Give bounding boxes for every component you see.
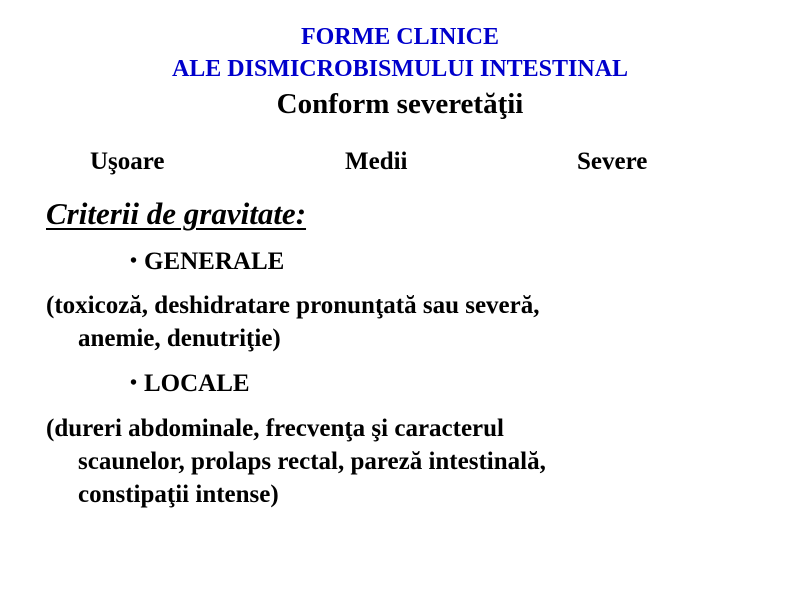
slide-subtitle: Conform severetăţii [276, 88, 524, 120]
general-description [46, 289, 686, 355]
local-label: LOCALE [144, 370, 250, 397]
local-description-line: constipaţii intense) [78, 481, 279, 508]
slide-title-line-2: ALE DISMICROBISMULUI INTESTINAL [171, 56, 629, 82]
criteria-heading: Criterii de gravitate: [46, 196, 307, 231]
severity-label-severe: Severe [577, 148, 648, 175]
general-description-line: (toxicoză, deshidratare pronunţată sau severă, [46, 292, 540, 319]
general-label: GENERALE [144, 248, 285, 275]
bullet-dot-icon: • [130, 372, 138, 394]
severity-label-mild: Uşoare [90, 148, 165, 175]
general-description-line: anemie, denutriţie) [78, 325, 281, 352]
local-description-line: scaunelor, prolaps rectal, pareză intestinală, [78, 448, 546, 475]
severity-label-medium: Medii [345, 148, 408, 175]
general-bullet-item [130, 248, 284, 276]
bullet-dot-icon: • [130, 250, 138, 272]
local-description [46, 412, 686, 511]
slide-title-line-1: FORME CLINICE [300, 24, 499, 50]
local-bullet-item [130, 370, 250, 398]
local-description-line: (dureri abdominale, frecvenţa şi caracterul [46, 415, 505, 442]
